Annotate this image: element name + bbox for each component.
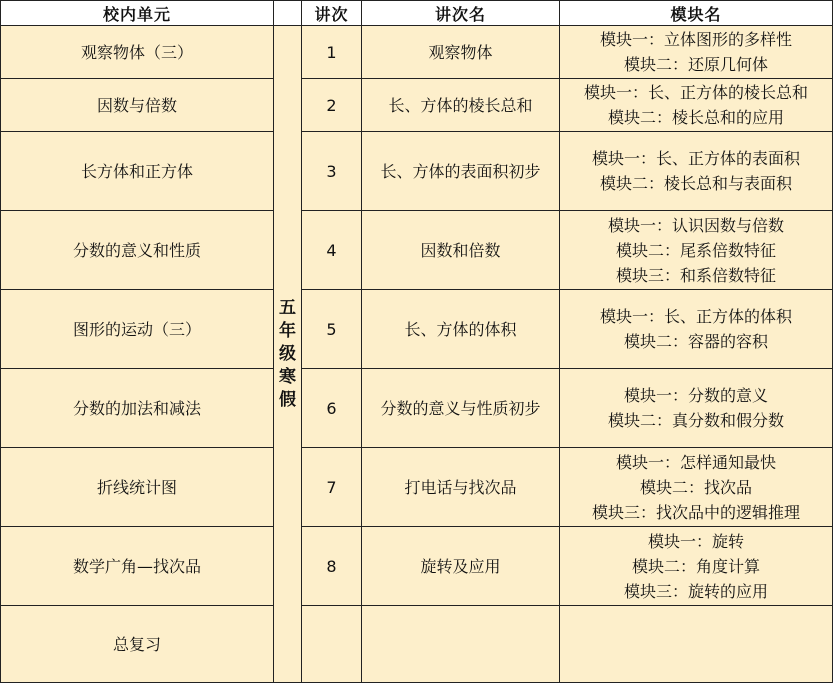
grade-label [274,26,302,683]
module-item: 模块一：旋转 [647,531,744,551]
module-item: 模块一：怎样通知最快 [615,452,776,472]
module-item: 模块二：棱长总和与表面积 [599,174,792,193]
grade-char: 寒 [279,366,296,387]
table-row [1,132,833,211]
module-cell [560,448,833,527]
module-cell [560,132,833,211]
unit-cell: 分数的意义和性质 [1,211,274,290]
table-row [1,290,833,369]
unit-cell: 图形的运动（三） [1,290,274,369]
module-item: 模块二：还原几何体 [623,55,768,74]
module-cell [560,606,833,683]
module-item: 模块二：找次品 [639,477,752,497]
lesson-name: 观察物体 [362,26,560,79]
lesson-number: 7 [302,448,362,527]
table-row [1,369,833,448]
lesson-number: 6 [302,369,362,448]
module-item: 模块一：认识因数与倍数 [607,215,784,235]
module-cell [560,26,833,79]
module-item: 模块一：长、正方体的表面积 [591,149,800,168]
lesson-number: 5 [302,290,362,369]
lesson-name: 旋转及应用 [362,527,560,606]
module-item: 模块二：角度计算 [631,556,760,576]
lesson-number: 3 [302,132,362,211]
header-lesson-name: 讲次名 [362,1,560,26]
header-unit: 校内单元 [1,1,274,26]
grade-char: 假 [279,389,296,410]
module-cell [560,79,833,132]
header-grade-blank [274,1,302,26]
table-row [1,26,833,79]
module-item: 模块一：长、正方体的体积 [599,307,792,326]
module-cell [560,211,833,290]
module-item: 模块二：尾系倍数特征 [615,240,776,260]
module-item: 模块三：找次品中的逻辑推理 [591,502,800,522]
module-cell [560,527,833,606]
unit-cell: 折线统计图 [1,448,274,527]
header-row [1,1,833,26]
grade-char: 年 [279,320,296,341]
module-item: 模块二：棱长总和的应用 [607,108,784,127]
lesson-name: 分数的意义与性质初步 [362,369,560,448]
table-row [1,527,833,606]
lesson-number: 1 [302,26,362,79]
unit-cell: 总复习 [1,606,274,683]
lesson-name [362,606,560,683]
module-item: 模块三：旋转的应用 [623,581,768,601]
header-module-name: 模块名 [560,1,833,26]
lesson-number: 2 [302,79,362,132]
module-item: 模块一：长、正方体的棱长总和 [583,83,808,102]
module-item: 模块三：和系倍数特征 [615,265,776,285]
lesson-number: 4 [302,211,362,290]
unit-cell: 观察物体（三） [1,26,274,79]
table-row [1,448,833,527]
lesson-name: 长、方体的体积 [362,290,560,369]
module-item: 模块一：分数的意义 [623,386,768,405]
module-cell [560,369,833,448]
table-row [1,79,833,132]
lesson-name: 因数和倍数 [362,211,560,290]
table-row [1,211,833,290]
unit-cell: 分数的加法和减法 [1,369,274,448]
unit-cell: 数学广角—找次品 [1,527,274,606]
module-item: 模块二：容器的容积 [623,332,768,351]
lesson-name: 长、方体的棱长总和 [362,79,560,132]
lesson-number: 8 [302,527,362,606]
unit-cell: 因数与倍数 [1,79,274,132]
unit-cell: 长方体和正方体 [1,132,274,211]
module-cell [560,290,833,369]
lesson-name: 打电话与找次品 [362,448,560,527]
module-item: 模块一：立体图形的多样性 [599,30,792,49]
header-lesson: 讲次 [302,1,362,26]
table-row [1,606,833,683]
grade-char: 级 [279,343,296,364]
lesson-name: 长、方体的表面积初步 [362,132,560,211]
lesson-number [302,606,362,683]
grade-char: 五 [279,297,296,318]
module-item: 模块二：真分数和假分数 [607,411,784,430]
